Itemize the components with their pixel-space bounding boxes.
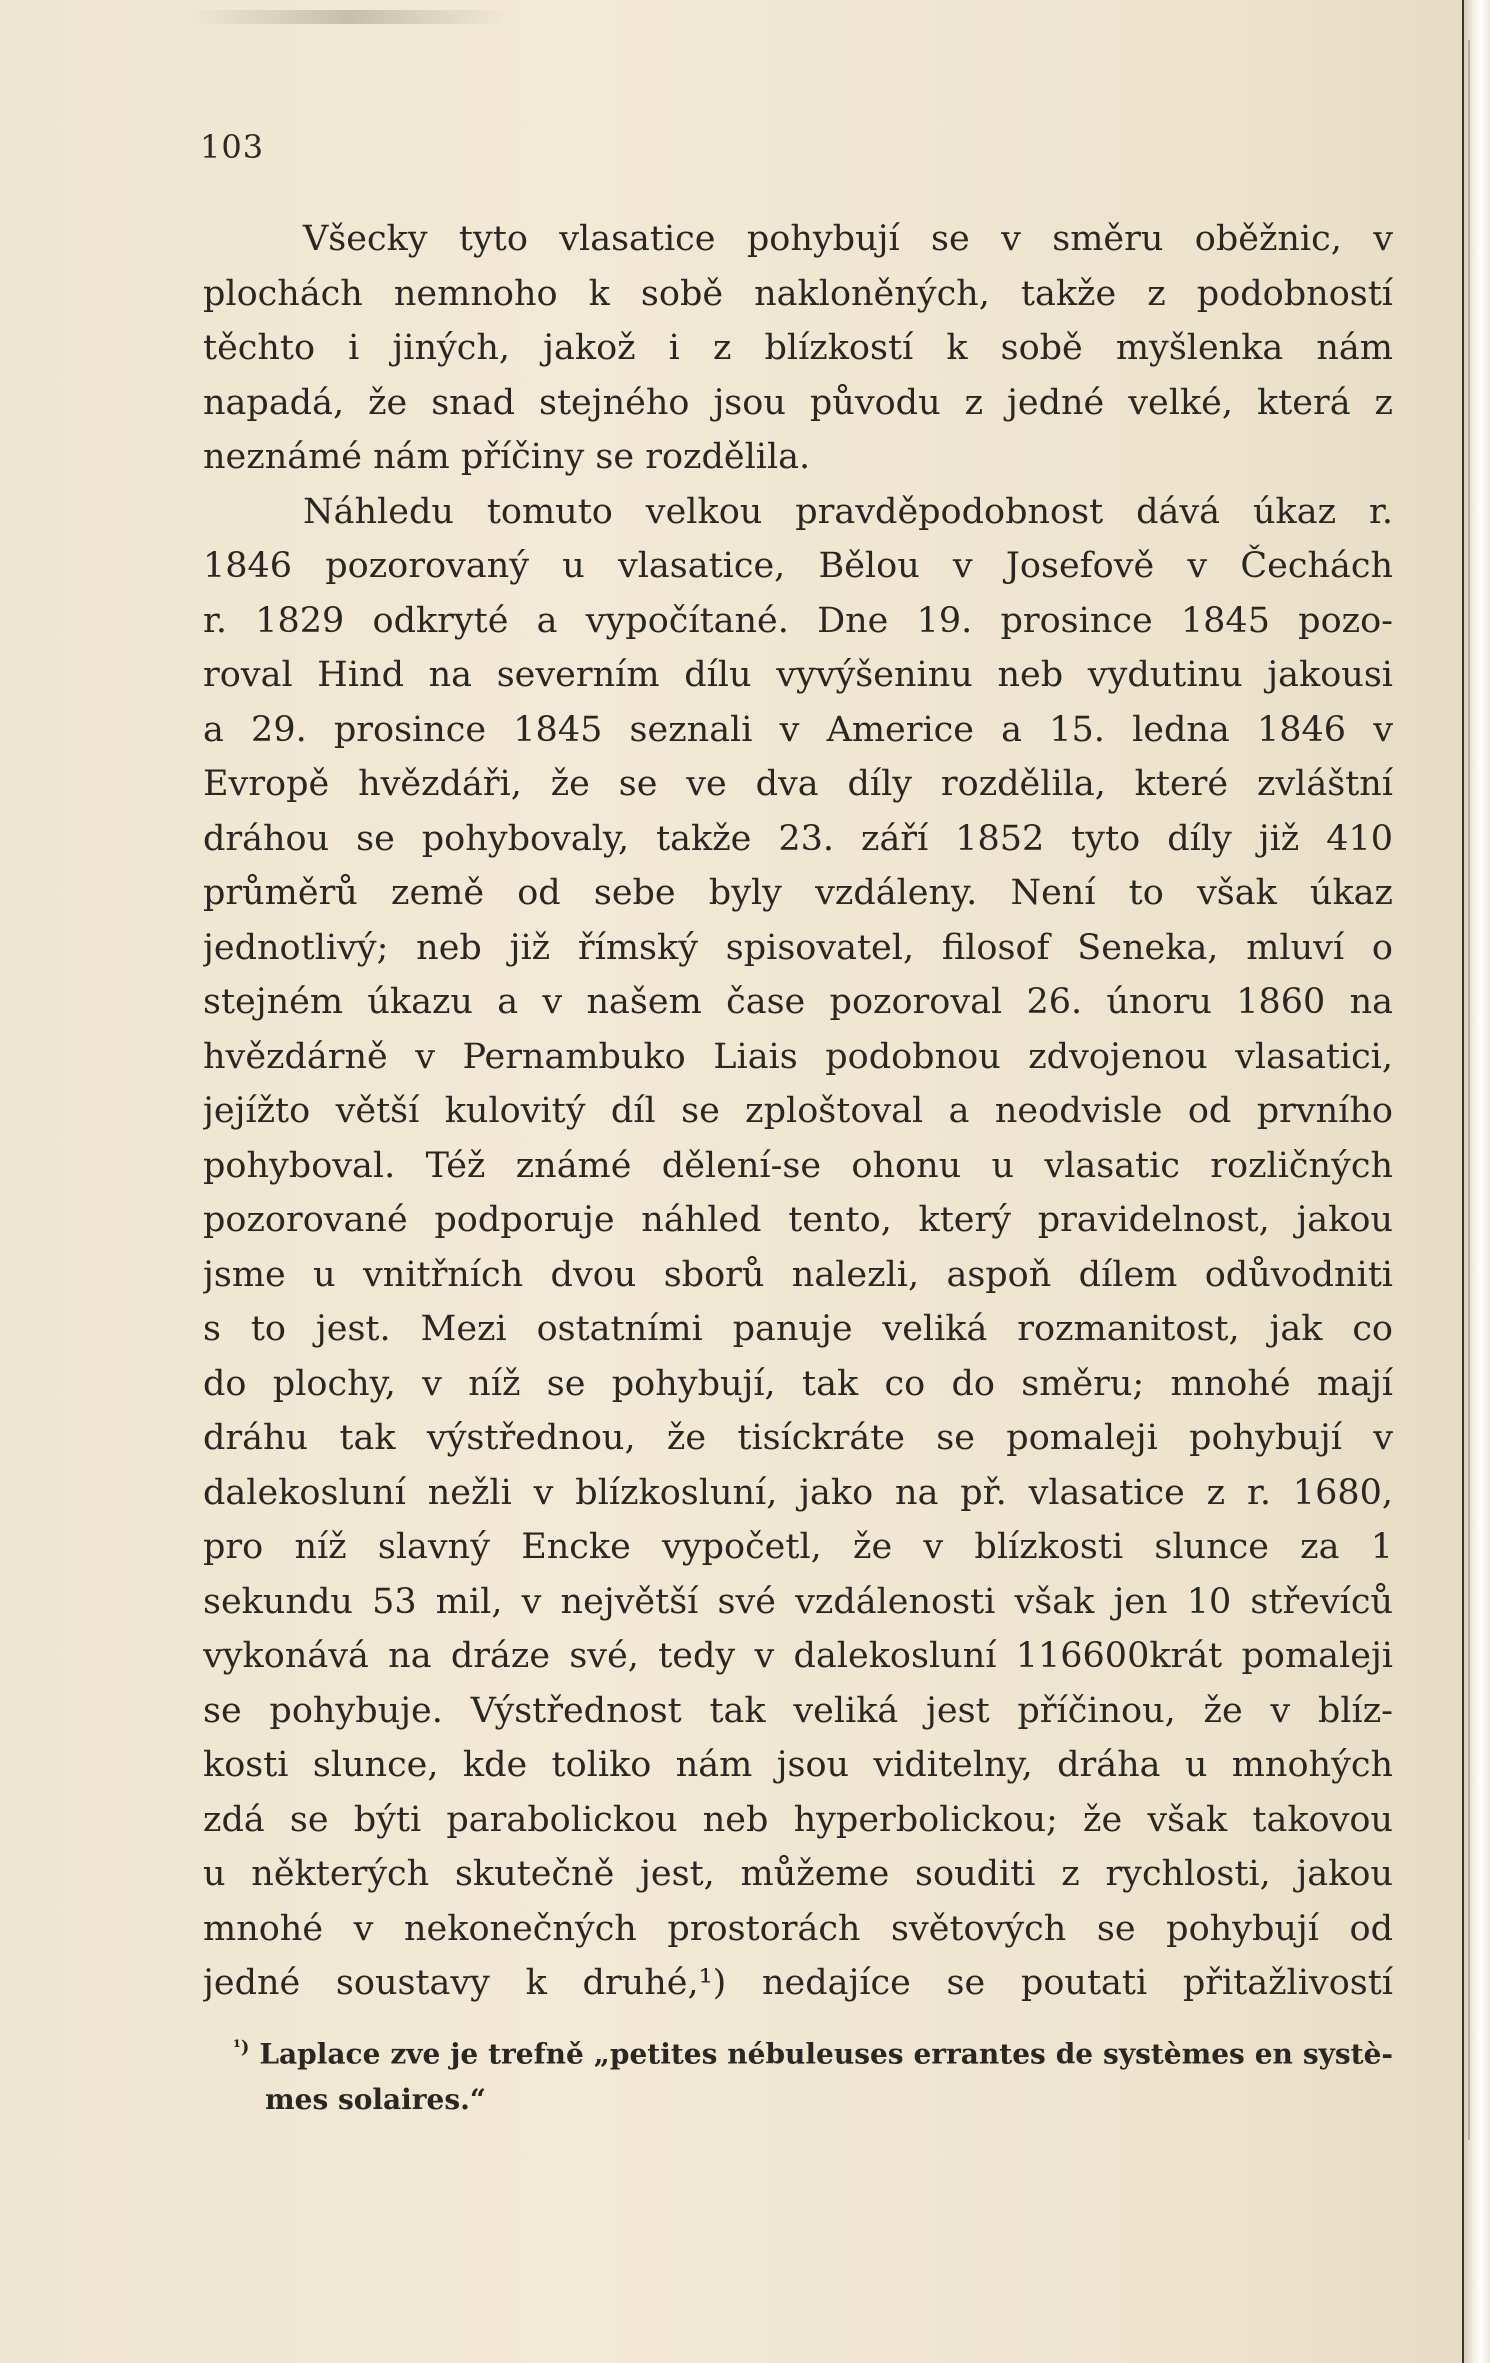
text-line: dráhu tak výstřednou, že tisíckráte se pomaleji pohybují v [203, 1418, 1393, 1458]
text-line: průměrů země od sebe byly vzdáleny. Není to však úkaz [203, 873, 1393, 913]
footnote-line: mes solaires.“ [265, 2083, 486, 2116]
text-line: mnohé v nekonečných prostorách světových se pohybují od [203, 1908, 1393, 1949]
footnote [233, 2022, 1393, 2126]
page-number: 103 [200, 128, 265, 166]
text-line: Evropě hvězdáři, že se ve dva díly rozdělila, které zvláštní [203, 764, 1393, 804]
text-line: Náhledu tomuto velkou pravděpodobnost dává úkaz r. [303, 491, 1393, 532]
footnote-marker: ¹) [233, 2037, 250, 2058]
text-line: zdá se býti parabolickou neb hyperbolickou; že však takovou [203, 1799, 1393, 1840]
text-line: vykonává na dráze své, tedy v dalekosluní 116600krát pomaleji [203, 1636, 1393, 1676]
text-line: plochách nemnoho k sobě nakloněných, takže z podobností [203, 273, 1393, 314]
text-line: pro níž slavný Encke vypočetl, že v blízkosti slunce za 1 [203, 1527, 1393, 1567]
text-line: jedné soustavy k druhé,¹) nedajíce se poutati přitažlivostí [203, 1963, 1393, 2003]
text-line: kosti slunce, kde toliko nám jsou viditelny, dráha u mnohých [203, 1745, 1393, 1785]
text-line: 1846 pozorovaný u vlasatice, Bělou v Josefově v Čechách [203, 546, 1393, 586]
footnote-text: Laplace zve je trefně „petites nébuleuses errantes de systèmes en systè- [259, 2037, 1393, 2071]
page-edge [1462, 0, 1490, 2363]
top-smudge [190, 10, 510, 24]
text-line: jejížto větší kulovitý díl se zploštoval a neodvisle od prvního [203, 1091, 1393, 1131]
text-line: hvězdárně v Pernambuko Liais podobnou zdvojenou vlasatici, [203, 1036, 1393, 1077]
text-line: dalekosluní nežli v blízkosluní, jako na př. vlasatice z r. 1680, [203, 1472, 1393, 1513]
text-line: sekundu 53 mil, v největší své vzdálenosti však jen 10 střevíců [203, 1581, 1393, 1622]
text-line: těchto i jiných, jakož i z blízkostí k sobě myšlenka nám [203, 328, 1393, 368]
text-line: pohyboval. Též známé dělení-se ohonu u vlasatic rozličných [203, 1145, 1393, 1186]
text-line: se pohybuje. Výstřednost tak veliká jest příčinou, že v blíz- [203, 1690, 1393, 1731]
text-line: pozorované podporuje náhled tento, který pravidelnost, jakou [203, 1200, 1393, 1240]
body-text [203, 212, 1393, 2011]
text-line: jednotlivý; neb již římský spisovatel, filosof Seneka, mluví o [203, 927, 1393, 968]
text-line: napadá, že snad stejného jsou původu z jedné velké, která z [203, 382, 1393, 423]
text-line: Všecky tyto vlasatice pohybují se v směru oběžnic, v [303, 219, 1393, 259]
text-line: a 29. prosince 1845 seznali v Americe a 15. ledna 1846 v [203, 709, 1393, 750]
text-line: neznámé nám příčiny se rozdělila. [203, 437, 811, 477]
text-line: s to jest. Mezi ostatními panuje veliká rozmanitost, jak co [203, 1309, 1393, 1349]
page-edge-line [1468, 40, 1470, 2140]
text-line: roval Hind na severním dílu vyvýšeninu neb vydutinu jakousi [203, 655, 1393, 695]
text-line: r. 1829 odkryté a vypočítané. Dne 19. prosince 1845 pozo- [203, 600, 1393, 641]
footnote-line [233, 2022, 1393, 2074]
text-line: do plochy, v níž se pohybují, tak co do směru; mnohé mají [203, 1363, 1393, 1404]
text-line: stejném úkazu a v našem čase pozoroval 26. únoru 1860 na [203, 982, 1393, 1022]
text-line: dráhou se pohybovaly, takže 23. září 1852 tyto díly již 410 [203, 818, 1393, 859]
text-line: jsme u vnitřních dvou sborů nalezli, aspoň dílem odůvodniti [203, 1254, 1393, 1295]
text-line: u některých skutečně jest, můžeme souditi z rychlosti, jakou [203, 1854, 1393, 1894]
